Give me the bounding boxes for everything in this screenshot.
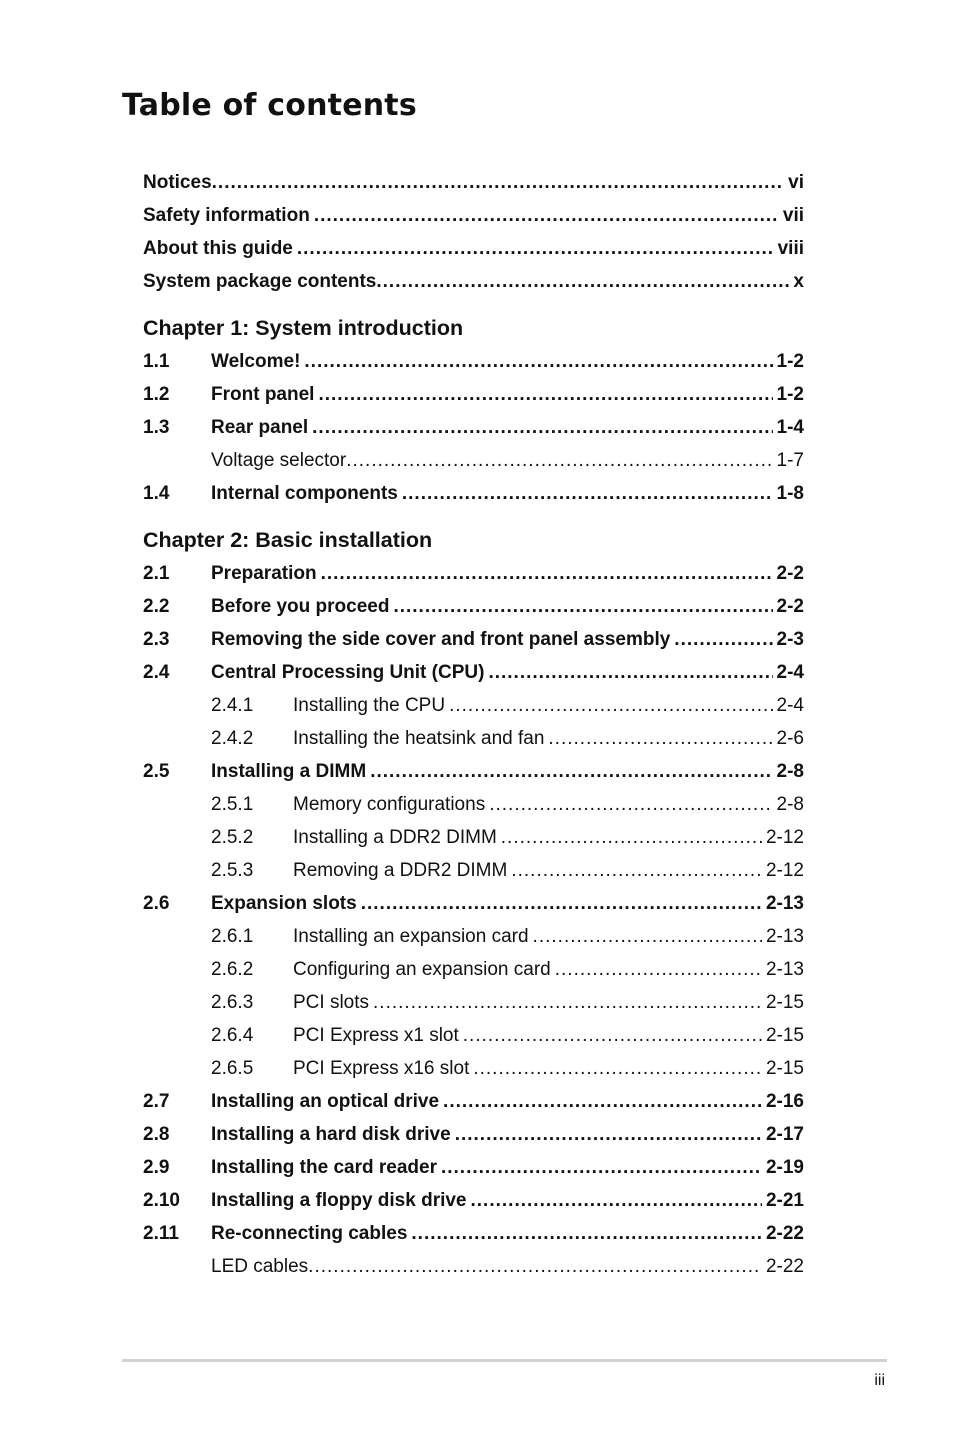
toc-entry-page-number: viii [777,238,804,259]
toc-entry-title: Notices [143,172,212,193]
toc-entry-page-number: 2-12 [765,827,804,848]
toc-entry-title: Safety information [143,205,310,226]
toc-entry-page-number: 2-2 [776,563,804,584]
toc-entry-page-number: 1-2 [776,384,804,405]
toc-entry-title: Memory configurations [293,794,486,815]
toc-section-entry[interactable] [143,623,804,656]
toc-entry-number: 2.7 [143,1091,170,1112]
toc-entry-page-number: 2-12 [765,860,804,881]
toc-entry-title: Installing a DDR2 DIMM [293,827,497,848]
toc-entry-number: 2.3 [143,629,170,650]
toc-entry-number: 2.6.2 [211,959,254,980]
dot-leader [533,920,762,953]
toc-subsection-entry[interactable] [143,788,804,821]
chapter-heading[interactable]: Chapter 1: System introduction [143,316,464,340]
footer-divider [122,1359,887,1362]
toc-entry-page-number: 2-19 [765,1157,804,1178]
toc-entry-number: 1.1 [143,351,170,372]
toc-entry-page-number: 2-6 [776,728,804,749]
toc-entry-number: 2.6.5 [211,1058,254,1079]
dot-leader [473,1052,762,1085]
toc-entry-title: System package contents [143,271,377,292]
toc-entry-page-number: 2-8 [776,794,804,815]
dot-leader [361,887,762,920]
toc-entry-number: 2.9 [143,1157,170,1178]
toc-subtopic-entry[interactable] [143,1250,804,1283]
dot-leader [321,557,773,590]
toc-entry-title: Front panel [211,384,315,405]
toc-subsection-entry[interactable] [143,1019,804,1052]
toc-entry-title: About this guide [143,238,293,259]
toc-entry-title: Voltage selector [211,450,347,471]
toc-entry-page-number: x [793,271,804,292]
toc-entry-number: 2.2 [143,596,170,617]
dot-leader [376,265,789,298]
toc-entry-title: Installing the card reader [211,1157,437,1178]
toc-entry-page-number: 2-15 [765,1025,804,1046]
dot-leader [674,623,772,656]
toc-entry-page-number: 2-4 [776,695,804,716]
toc-entry-page-number: 1-7 [776,450,804,471]
toc-entry-number: 2.6.1 [211,926,254,947]
toc-entry-page-number: 2-13 [765,959,804,980]
toc-entry-page-number: 2-13 [765,893,804,914]
dot-leader [443,1085,762,1118]
toc-subsection-entry[interactable] [143,854,804,887]
toc-entry-page-number: 2-16 [765,1091,804,1112]
dot-leader [297,232,774,265]
dot-leader [488,656,772,689]
toc-entry-number: 2.4.1 [211,695,254,716]
dot-leader [373,986,762,1019]
toc-subsection-entry[interactable] [143,953,804,986]
toc-subsection-entry[interactable] [143,821,804,854]
toc-entry-title: Installing a floppy disk drive [211,1190,467,1211]
toc-entry-title: Installing the CPU [293,695,446,716]
toc-entry-title: Re-connecting cables [211,1223,408,1244]
toc-entry-title: PCI Express x1 slot [293,1025,459,1046]
toc-entry-page-number: 2-21 [765,1190,804,1211]
toc-entry-page-number: 2-2 [776,596,804,617]
dot-leader [455,1118,762,1151]
toc-entry-title: Central Processing Unit (CPU) [211,662,485,683]
dot-leader [370,755,772,788]
toc-entry-number: 2.11 [143,1223,179,1244]
toc-entry-page-number: vii [782,205,804,226]
dot-leader [555,953,762,986]
toc-entry-number: 2.10 [143,1190,180,1211]
toc-entry-number: 2.5.3 [211,860,254,881]
toc-entry-page-number: 2-8 [776,761,804,782]
dot-leader [449,689,772,722]
toc-entry-number: 1.3 [143,417,170,438]
toc-entry-number: 2.5 [143,761,170,782]
footer-page-number: iii [874,1372,885,1389]
dot-leader [511,854,762,887]
toc-entry-title: Installing the heatsink and fan [293,728,545,749]
page-title: Table of contents [122,88,417,123]
toc-entry-title: Removing a DDR2 DIMM [293,860,508,881]
toc-subsection-entry[interactable] [143,722,804,755]
toc-entry-number: 2.1 [143,563,170,584]
dot-leader [501,821,762,854]
toc-entry-title: Configuring an expansion card [293,959,551,980]
toc-front-matter-entry[interactable] [143,166,804,199]
dot-leader [212,166,785,199]
toc-entry-page-number: 2-15 [765,1058,804,1079]
toc-entry-title: Removing the side cover and front panel assembly [211,629,671,650]
dot-leader [393,590,772,623]
dot-leader [304,345,772,378]
dot-leader [314,199,779,232]
toc-entry-title: Rear panel [211,417,309,438]
chapter-heading[interactable]: Chapter 2: Basic installation [143,528,433,552]
toc-entry-number: 2.4 [143,662,170,683]
toc-entry-number: 2.6 [143,893,170,914]
toc-entry-page-number: 1-8 [776,483,804,504]
toc-entry-title: PCI slots [293,992,370,1013]
toc-entry-number: 2.8 [143,1124,170,1145]
dot-leader [548,722,772,755]
dot-leader [312,411,772,444]
toc-entry-number: 2.6.4 [211,1025,254,1046]
toc-section-entry[interactable] [143,755,804,788]
toc-entry-title: PCI Express x16 slot [293,1058,470,1079]
toc-subsection-entry[interactable] [143,986,804,1019]
toc-entry-page-number: 1-4 [776,417,804,438]
toc-entry-title: Installing a DIMM [211,761,367,782]
toc-section-entry[interactable] [143,1118,804,1151]
toc-entry-title: Installing an optical drive [211,1091,440,1112]
toc-section-entry[interactable] [143,1151,804,1184]
toc-entry-page-number: 2-15 [765,992,804,1013]
toc-section-entry[interactable] [143,557,804,590]
toc-entry-page-number: 2-4 [776,662,804,683]
toc-entry-title: Installing an expansion card [293,926,529,947]
dot-leader [463,1019,762,1052]
toc-subsection-entry[interactable] [143,920,804,953]
toc-entry-page-number: 2-3 [776,629,804,650]
toc-section-entry[interactable] [143,477,804,510]
dot-leader [346,444,772,477]
table-of-contents [143,166,804,1283]
dot-leader [402,477,773,510]
dot-leader [318,378,772,411]
toc-subtopic-entry[interactable] [143,444,804,477]
toc-entry-page-number: 2-13 [765,926,804,947]
toc-front-matter-entry[interactable] [143,232,804,265]
toc-section-entry[interactable] [143,378,804,411]
dot-leader [308,1250,762,1283]
toc-section-entry[interactable] [143,345,804,378]
toc-front-matter-entry[interactable] [143,199,804,232]
toc-section-entry[interactable] [143,1217,804,1250]
dot-leader [441,1151,762,1184]
toc-subsection-entry[interactable] [143,689,804,722]
toc-entry-page-number: 2-17 [765,1124,804,1145]
toc-section-entry[interactable] [143,590,804,623]
dot-leader [411,1217,762,1250]
toc-section-entry[interactable] [143,411,804,444]
toc-subsection-entry[interactable] [143,1052,804,1085]
toc-entry-page-number: 2-22 [765,1256,804,1277]
toc-entry-title: Expansion slots [211,893,357,914]
dot-leader [471,1184,762,1217]
toc-section-entry[interactable] [143,1184,804,1217]
toc-entry-page-number: 1-2 [776,351,804,372]
toc-section-entry[interactable] [143,1085,804,1118]
dot-leader [489,788,772,821]
toc-entry-number: 1.4 [143,483,170,504]
toc-entry-number: 2.5.2 [211,827,254,848]
toc-entry-number: 1.2 [143,384,170,405]
toc-front-matter-entry[interactable] [143,265,804,298]
toc-entry-number: 2.5.1 [211,794,254,815]
toc-entry-title: Before you proceed [211,596,390,617]
toc-section-entry[interactable] [143,656,804,689]
toc-entry-page-number: 2-22 [765,1223,804,1244]
toc-section-entry[interactable] [143,887,804,920]
toc-entry-title: Preparation [211,563,317,584]
toc-entry-number: 2.6.3 [211,992,254,1013]
toc-entry-title: Internal components [211,483,398,504]
toc-entry-title: LED cables [211,1256,309,1277]
toc-entry-title: Installing a hard disk drive [211,1124,451,1145]
toc-entry-title: Welcome! [211,351,301,372]
toc-entry-number: 2.4.2 [211,728,254,749]
toc-entry-page-number: vi [788,172,804,193]
